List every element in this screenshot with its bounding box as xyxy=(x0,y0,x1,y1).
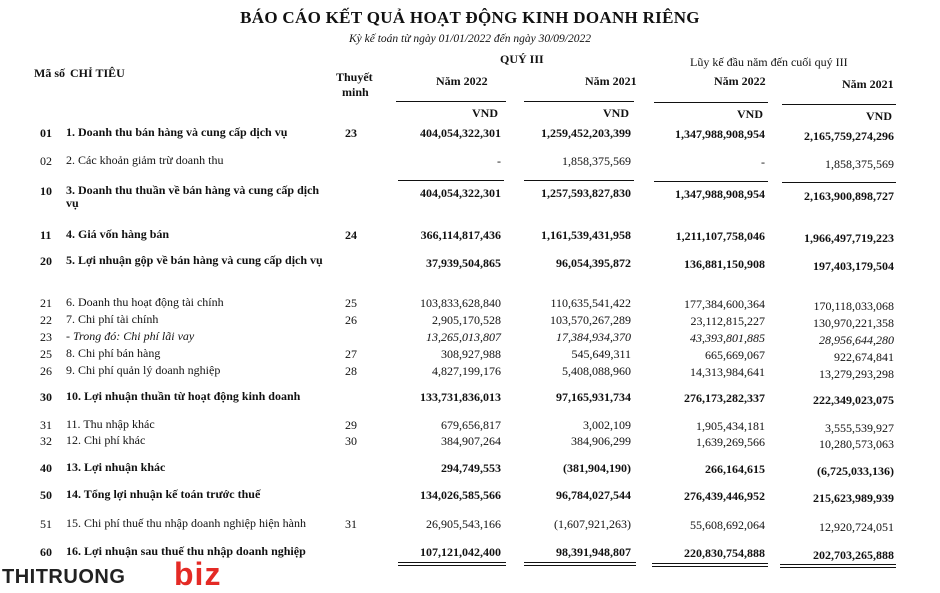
row-note: 27 xyxy=(345,347,357,361)
row-ytd2022: 276,439,446,952 xyxy=(684,489,765,503)
row-ytd2021: (6,725,033,136) xyxy=(817,464,894,478)
row-q2021: 384,906,299 xyxy=(571,434,631,448)
row-code: 01 xyxy=(40,126,52,140)
row-ytd2022: 266,164,615 xyxy=(705,462,765,476)
row-code: 31 xyxy=(40,418,52,432)
row-q2021: 1,257,593,827,830 xyxy=(541,186,631,200)
row-ytd2021: 28,956,644,280 xyxy=(819,333,894,347)
unit-q2022: VND xyxy=(472,106,498,120)
row-q2022: 366,114,817,436 xyxy=(420,228,501,242)
row-ytd2021: 3,555,539,927 xyxy=(825,421,894,435)
row-ytd2022: 55,608,692,064 xyxy=(690,518,765,532)
row-ytd2021: 215,623,989,939 xyxy=(813,491,894,505)
header-line-ytd2022 xyxy=(654,102,768,103)
header-q-2021: Năm 2021 xyxy=(585,74,637,88)
row-ytd2021: 170,118,033,068 xyxy=(813,299,894,313)
row-note: 24 xyxy=(345,228,357,242)
row-q2022: 404,054,322,301 xyxy=(420,126,501,140)
row-label: 13. Lợi nhuận khác xyxy=(66,460,166,474)
watermark-logo xyxy=(0,558,250,590)
unit-ytd2022: VND xyxy=(737,107,763,121)
row-ytd2022: 1,211,107,758,046 xyxy=(675,229,765,243)
row-code: 10 xyxy=(40,184,52,198)
header-ytd-2021: Năm 2021 xyxy=(842,77,894,91)
report-title: BÁO CÁO KẾT QUẢ HOẠT ĐỘNG KINH DOANH RIÊNG xyxy=(240,8,700,27)
unit-ytd2021: VND xyxy=(866,109,892,123)
row-q2022: 13,265,013,807 xyxy=(426,330,501,344)
row-q2021: 98,391,948,807 xyxy=(556,545,631,559)
row-q2022: 2,905,170,528 xyxy=(432,313,501,327)
row-q2021: 17,384,934,370 xyxy=(556,330,631,344)
row-label: 2. Các khoản giảm trừ doanh thu xyxy=(66,153,224,167)
header-note-1: Thuyết xyxy=(336,70,373,84)
row-q2022: 384,907,264 xyxy=(441,434,501,448)
row-q2021: 545,649,311 xyxy=(571,347,631,361)
row-q2022: 679,656,817 xyxy=(441,418,501,432)
row-ytd2022: 665,669,067 xyxy=(705,348,765,362)
row-q2022: 294,749,553 xyxy=(441,461,501,475)
row-ytd2022: 1,905,434,181 xyxy=(696,419,765,433)
row-q2022: - xyxy=(497,154,501,168)
row-q2021: 1,161,539,431,958 xyxy=(541,228,631,242)
row-ytd2021: 1,966,497,719,223 xyxy=(804,231,894,245)
row-ytd2022: 177,384,600,364 xyxy=(684,297,765,311)
subtotal-line-q2022 xyxy=(398,180,504,181)
header-q-2022: Năm 2022 xyxy=(436,74,488,88)
subtotal-line-q2021 xyxy=(524,180,634,181)
header-indicator: CHỈ TIÊU xyxy=(70,66,125,80)
row-code: 30 xyxy=(40,390,52,404)
row-q2021: (381,904,190) xyxy=(563,461,631,475)
header-ytd-2022: Năm 2022 xyxy=(714,74,766,88)
row-ytd2022: 1,347,988,908,954 xyxy=(675,127,765,141)
subtotal-line-ytd2022 xyxy=(654,181,768,182)
row-q2022: 107,121,042,400 xyxy=(420,545,501,559)
row-code: 51 xyxy=(40,517,52,531)
row-ytd2021: 10,280,573,063 xyxy=(819,437,894,451)
row-ytd2022: 220,830,754,888 xyxy=(684,546,765,560)
row-ytd2022: 43,393,801,885 xyxy=(690,331,765,345)
total-dline-ytd2022 xyxy=(652,563,768,567)
row-code: 02 xyxy=(40,154,52,168)
row-q2021: (1,607,921,263) xyxy=(554,517,631,531)
row-label: 5. Lợi nhuận gộp về bán hàng và cung cấp dịch vụ xyxy=(66,253,323,267)
row-code: 11 xyxy=(40,228,52,242)
row-code: 25 xyxy=(40,347,52,361)
row-q2021: 1,858,375,569 xyxy=(562,154,631,168)
row-code: 32 xyxy=(40,434,52,448)
row-q2021: 5,408,088,960 xyxy=(562,364,631,378)
row-q2021: 3,002,109 xyxy=(583,418,631,432)
row-note: 30 xyxy=(345,434,357,448)
row-code: 21 xyxy=(40,296,52,310)
row-ytd2021: 13,279,293,298 xyxy=(819,367,894,381)
row-ytd2021: 130,970,221,358 xyxy=(813,316,894,330)
report-subtitle: Kỳ kế toán từ ngày 01/01/2022 đến ngày 30/09/2022 xyxy=(349,33,591,45)
row-note: 31 xyxy=(345,517,357,531)
subtotal-line-ytd2021 xyxy=(782,182,896,183)
row-ytd2022: 276,173,282,337 xyxy=(684,391,765,405)
row-code: 20 xyxy=(40,254,52,268)
header-line-ytd2021 xyxy=(782,104,896,105)
row-label: 3. Doanh thu thuần về bán hàng và cung cấp dịch vụ xyxy=(66,183,320,210)
row-label: 1. Doanh thu bán hàng và cung cấp dịch vụ xyxy=(66,125,288,139)
row-ytd2021: 12,920,724,051 xyxy=(819,520,894,534)
row-label: 14. Tổng lợi nhuận kế toán trước thuế xyxy=(66,487,261,501)
row-ytd2021: 202,703,265,888 xyxy=(813,548,894,562)
row-ytd2022: 136,881,150,908 xyxy=(684,257,765,271)
row-label: 16. Lợi nhuận sau thuế thu nhập doanh nghiệp xyxy=(66,544,306,558)
row-ytd2021: 922,674,841 xyxy=(834,350,894,364)
row-ytd2022: 14,313,984,641 xyxy=(690,365,765,379)
row-q2022: 134,026,585,566 xyxy=(420,488,501,502)
row-q2022: 103,833,628,840 xyxy=(420,296,501,310)
row-code: 23 xyxy=(40,330,52,344)
row-q2022: 308,927,988 xyxy=(441,347,501,361)
row-ytd2021: 1,858,375,569 xyxy=(825,157,894,171)
row-label: 15. Chi phí thuế thu nhập doanh nghiệp hiện hành xyxy=(66,516,306,530)
total-dline-q2022 xyxy=(398,562,506,566)
header-code: Mã số xyxy=(34,66,65,80)
row-label: 7. Chi phí tài chính xyxy=(66,312,159,326)
row-code: 26 xyxy=(40,364,52,378)
row-ytd2022: - xyxy=(761,155,765,169)
row-ytd2021: 222,349,023,075 xyxy=(813,393,894,407)
row-q2021: 110,635,541,422 xyxy=(550,296,631,310)
row-note: 25 xyxy=(345,296,357,310)
row-q2022: 133,731,836,013 xyxy=(420,390,501,404)
row-label: - Trong đó: Chi phí lãi vay xyxy=(66,329,195,343)
row-label: 9. Chi phí quản lý doanh nghiệp xyxy=(66,363,221,377)
row-label: 4. Giá vốn hàng bán xyxy=(66,227,170,241)
header-line-q2022 xyxy=(396,101,506,102)
row-ytd2022: 23,112,815,227 xyxy=(690,314,765,328)
row-ytd2022: 1,347,988,908,954 xyxy=(675,187,765,201)
header-line-q2021 xyxy=(524,101,634,102)
row-ytd2021: 2,165,759,274,296 xyxy=(804,129,894,143)
header-quarter: QUÝ III xyxy=(500,52,544,66)
row-label: 12. Chi phí khác xyxy=(66,433,146,447)
row-q2022: 37,939,504,865 xyxy=(426,256,501,270)
row-q2021: 1,259,452,203,399 xyxy=(541,126,631,140)
row-label: 10. Lợi nhuận thuần từ hoạt động kinh doanh xyxy=(66,389,301,403)
row-code: 22 xyxy=(40,313,52,327)
row-note: 28 xyxy=(345,364,357,378)
row-ytd2021: 197,403,179,504 xyxy=(813,259,894,273)
row-q2021: 103,570,267,289 xyxy=(550,313,631,327)
row-ytd2022: 1,639,269,566 xyxy=(696,435,765,449)
watermark-biz: biz xyxy=(174,556,222,592)
row-q2021: 97,165,931,734 xyxy=(556,390,631,404)
row-label: 8. Chi phí bán hàng xyxy=(66,346,161,360)
row-code: 40 xyxy=(40,461,52,475)
header-ytd: Lũy kế đầu năm đến cuối quý III xyxy=(690,55,848,69)
row-label: 6. Doanh thu hoạt động tài chính xyxy=(66,295,224,309)
watermark-text: THITRUONG xyxy=(2,566,126,588)
total-dline-q2021 xyxy=(524,562,636,566)
row-note: 23 xyxy=(345,126,357,140)
row-note: 29 xyxy=(345,418,357,432)
row-q2021: 96,784,027,544 xyxy=(556,488,631,502)
total-dline-ytd2021 xyxy=(780,564,896,568)
row-q2022: 26,905,543,166 xyxy=(426,517,501,531)
header-note-2: minh xyxy=(342,85,369,99)
row-code: 60 xyxy=(40,545,52,559)
row-note: 26 xyxy=(345,313,357,327)
row-code: 50 xyxy=(40,488,52,502)
row-label: 11. Thu nhập khác xyxy=(66,417,155,431)
row-q2021: 96,054,395,872 xyxy=(556,256,631,270)
unit-q2021: VND xyxy=(603,106,629,120)
row-q2022: 4,827,199,176 xyxy=(432,364,501,378)
row-ytd2021: 2,163,900,898,727 xyxy=(804,189,894,203)
row-q2022: 404,054,322,301 xyxy=(420,186,501,200)
